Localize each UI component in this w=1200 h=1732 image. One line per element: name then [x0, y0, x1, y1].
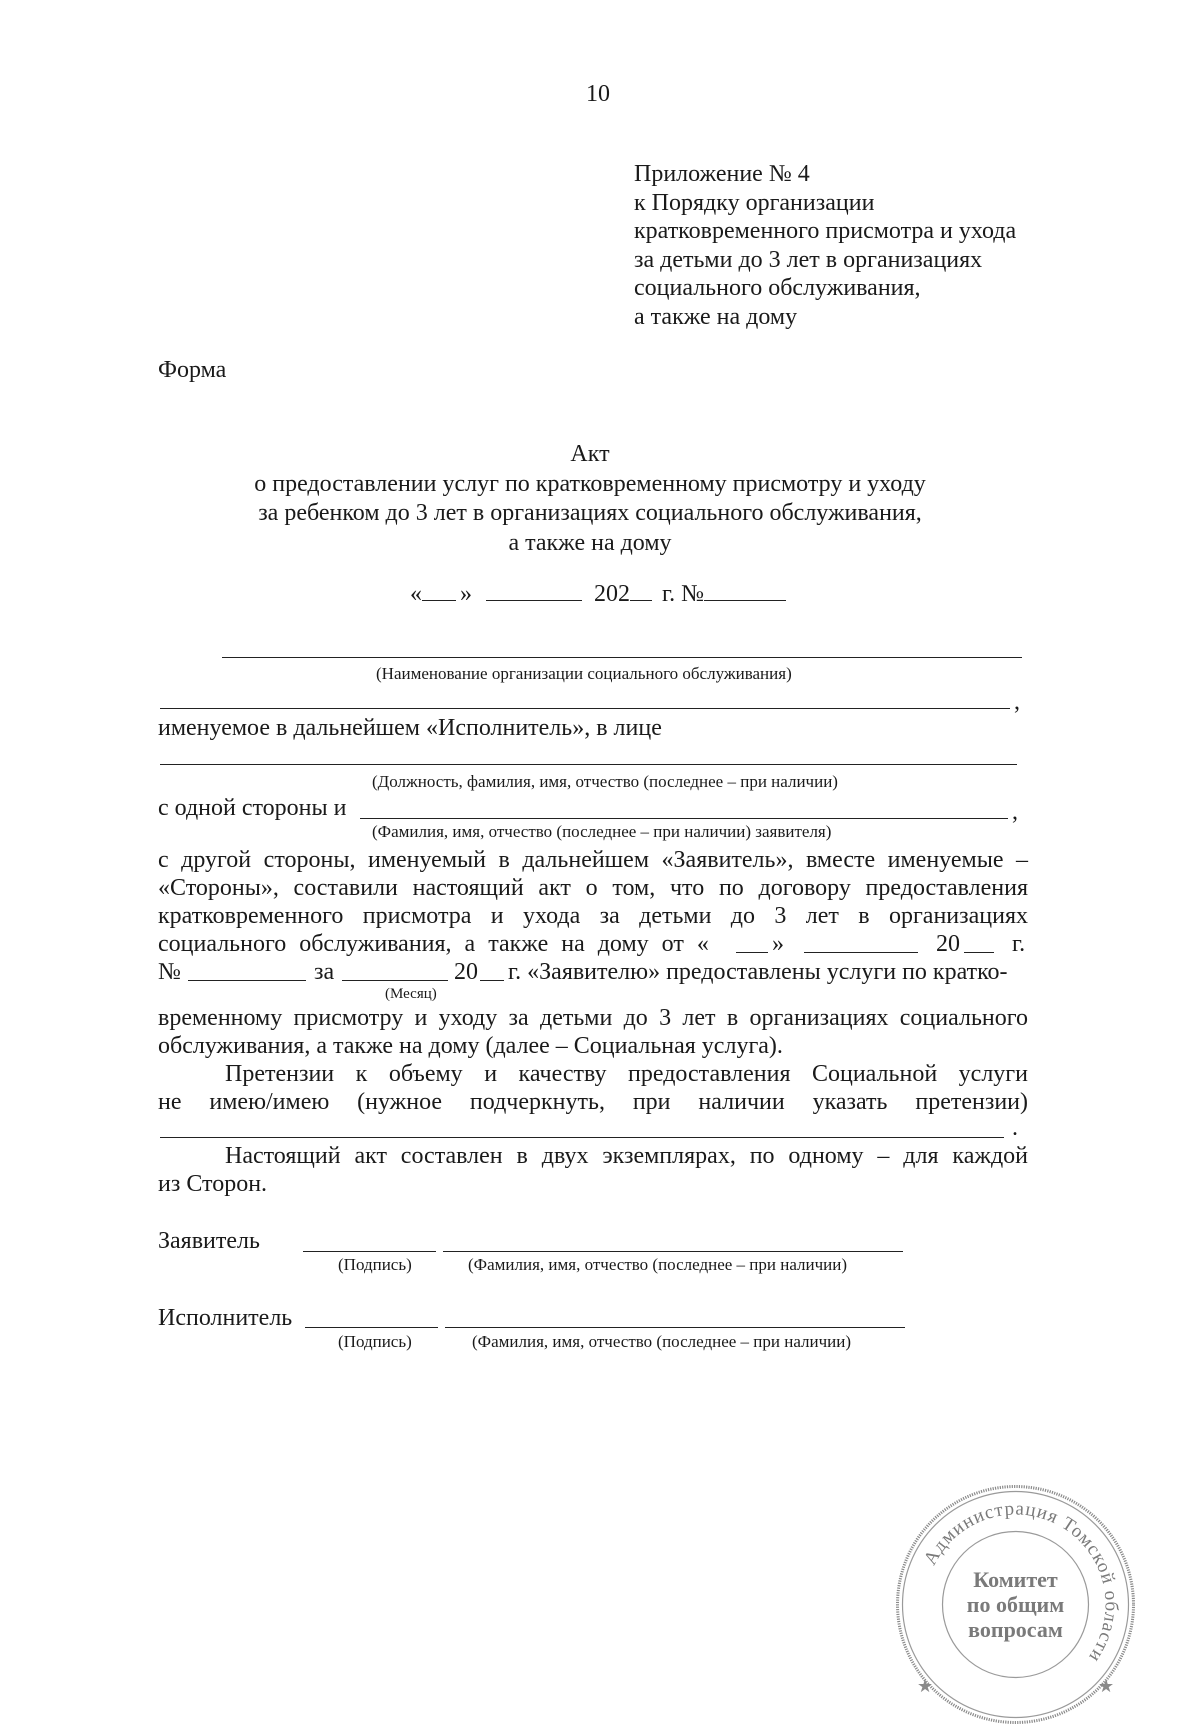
period: . [1012, 1115, 1018, 1141]
org-name-caption: (Наименование организации социального обслуживания) [376, 664, 792, 683]
page-number: 10 [586, 81, 610, 107]
fullname-caption: (Фамилия, имя, отчество (последнее – при наличии) [472, 1332, 852, 1351]
org-name-field[interactable] [222, 657, 1022, 658]
paragraph-line: с другой стороны, именуемый в дальнейшем «Заявитель», вместе именуемые – [158, 847, 1028, 873]
service-year-field[interactable] [480, 958, 504, 981]
contract-year-field[interactable] [964, 930, 994, 953]
title-line: Акт [570, 441, 610, 467]
official-stamp [893, 1482, 1138, 1727]
applicant-signature-field[interactable] [303, 1251, 436, 1252]
year-field[interactable] [630, 578, 652, 601]
contract-number-field[interactable] [188, 958, 306, 981]
appendix-line: социального обслуживания, [634, 275, 921, 302]
stamp-star-icon: ★ [1098, 1676, 1115, 1696]
stamp-star-icon: ★ [917, 1676, 934, 1696]
stamp-ring-text: Администрация Томской области [919, 1498, 1122, 1667]
paragraph-line: социального обслуживания, а также на дому от « » 20 г. [158, 931, 1026, 957]
paragraph-line: Претензии к объему и качеству предоставления Социальной услуги [225, 1061, 1028, 1087]
appendix-block [634, 160, 1016, 332]
title-line: а также на дому [508, 529, 672, 556]
service-month-field[interactable] [342, 958, 448, 981]
signature-caption: (Подпись) [338, 1332, 412, 1351]
applicant-name-field[interactable] [360, 818, 1008, 819]
comma: , [1012, 799, 1018, 825]
appendix-line: Приложение № 4 [634, 161, 810, 187]
paragraph-line: из Сторон. [158, 1171, 268, 1197]
paragraph-line: кратковременного присмотра и ухода за детьми до 3 лет в организациях [158, 903, 1028, 929]
stamp-center-line: вопросам [968, 1617, 1063, 1642]
position-name-field[interactable] [160, 764, 1017, 765]
appendix-line: кратковременного присмотра и ухода [634, 218, 1017, 245]
document-title [195, 440, 985, 558]
position-name-caption: (Должность, фамилия, имя, отчество (последнее – при наличии) [372, 772, 838, 791]
stamp-center-line: по общим [966, 1592, 1065, 1617]
paragraph-line: не имею/имею (нужное подчеркнуть, при наличии указать претензии) [158, 1089, 1028, 1115]
stamp-center-line: Комитет [973, 1567, 1058, 1592]
org-name-continued-field[interactable] [160, 708, 1010, 709]
executor-fullname-field[interactable] [445, 1327, 905, 1328]
form-label: Форма [158, 357, 227, 383]
paragraph-line: Настоящий акт составлен в двух экземплярах, по одному – для каждой [225, 1143, 1028, 1169]
applicant-signature-label: Заявитель [158, 1228, 260, 1254]
paragraph-line: обслуживания, а также на дому (далее – Социальная услуга). [158, 1033, 783, 1059]
contract-day-field[interactable] [736, 930, 768, 953]
month-field[interactable] [486, 578, 582, 601]
date-number-line: « » 202 г. № [410, 578, 786, 608]
paragraph-line: временному присмотру и уходу за детьми до 3 лет в организациях социального [158, 1005, 1028, 1031]
applicant-fullname-field[interactable] [443, 1251, 903, 1252]
act-number-field[interactable] [704, 578, 786, 601]
one-side-text: с одной стороны и [158, 795, 347, 821]
fullname-caption: (Фамилия, имя, отчество (последнее – при наличии) [468, 1255, 848, 1274]
stamp-seal-icon [893, 1482, 1138, 1727]
appendix-line: за детьми до 3 лет в организациях [634, 246, 983, 273]
title-line: за ребенком до 3 лет в организациях социального обслуживания, [258, 500, 922, 526]
executor-named-text: именуемое в дальнейшем «Исполнитель», в лице [158, 715, 662, 741]
executor-signature-field[interactable] [305, 1327, 438, 1328]
claims-field[interactable] [160, 1137, 1004, 1138]
signature-caption: (Подпись) [338, 1255, 412, 1274]
title-line: о предоставлении услуг по кратковременному присмотру и уходу [254, 470, 926, 497]
contract-month-field[interactable] [804, 930, 918, 953]
applicant-name-caption: (Фамилия, имя, отчество (последнее – при наличии) заявителя) [372, 822, 832, 841]
comma: , [1014, 689, 1020, 715]
month-caption: (Месяц) [385, 986, 437, 1002]
executor-signature-label: Исполнитель [158, 1305, 293, 1331]
day-field[interactable] [422, 578, 456, 601]
paragraph-line: «Стороны», составили настоящий акт о том, что по договору предоставления [158, 875, 1028, 901]
appendix-line: к Порядку организации [634, 189, 875, 216]
appendix-line: а также на дому [634, 303, 798, 330]
